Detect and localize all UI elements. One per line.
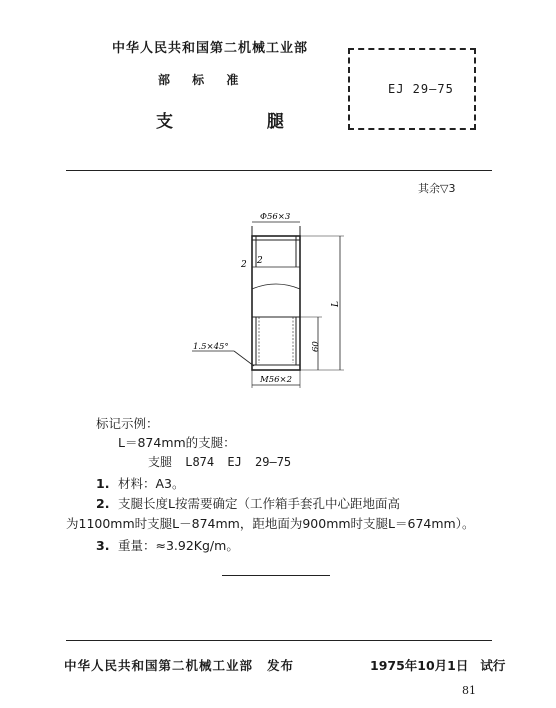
- item-number: 2.: [96, 496, 110, 511]
- top-diameter-label: Φ56×3: [260, 212, 291, 222]
- item-text: 为1100mm时支腿L－874mm，距地面为900mm时支腿L＝674mm）。: [66, 516, 475, 531]
- end-divider: [222, 575, 330, 576]
- page-number: 81: [462, 684, 476, 697]
- list-item-continuation: [66, 514, 474, 532]
- example-heading: 标记示例：: [96, 416, 159, 431]
- list-item: [96, 536, 239, 554]
- standard-code-box: [348, 48, 476, 130]
- item-text: 重量：≈3.92Kg/m。: [118, 538, 239, 553]
- chamfer-label-side: 2: [257, 256, 263, 266]
- list-item: [96, 474, 185, 492]
- standard-type: 部 标 准: [158, 73, 241, 87]
- effective-date: [370, 656, 505, 674]
- example-line: L＝874mm的支腿：: [118, 435, 236, 450]
- chamfer-label-top: 2: [241, 260, 247, 270]
- standard-code: EJ 29—75: [388, 82, 454, 96]
- bottom-thread-label: M56×2: [260, 375, 293, 385]
- example-mark: 支腿 L874 EJ 29—75: [148, 455, 292, 469]
- ministry-name: 中华人民共和国第二机械工业部: [112, 41, 309, 56]
- support-leg-drawing: [190, 205, 350, 395]
- thread-depth-label: 60: [311, 341, 321, 352]
- publisher-name: 中华人民共和国第二机械工业部: [64, 658, 254, 673]
- length-label: L: [331, 301, 341, 307]
- item-number: 3.: [96, 538, 110, 553]
- header-divider: [66, 170, 492, 171]
- item-text: 支腿长度L按需要确定（工作箱手套孔中心距地面高: [118, 496, 400, 511]
- item-number: 1.: [96, 476, 110, 491]
- item-text: 材料：A3。: [118, 476, 185, 491]
- surface-roughness-note: 其余▽3: [418, 182, 456, 195]
- trial-word: 试行: [480, 658, 506, 673]
- publish-word: 发布: [267, 658, 295, 673]
- bottom-chamfer-label: 1.5×45°: [193, 342, 229, 352]
- date-text: 1975年10月1日: [370, 658, 469, 673]
- publisher: [64, 656, 294, 674]
- page-title: 支 腿: [156, 112, 328, 132]
- footer-divider: [66, 640, 492, 641]
- list-item: [96, 494, 400, 512]
